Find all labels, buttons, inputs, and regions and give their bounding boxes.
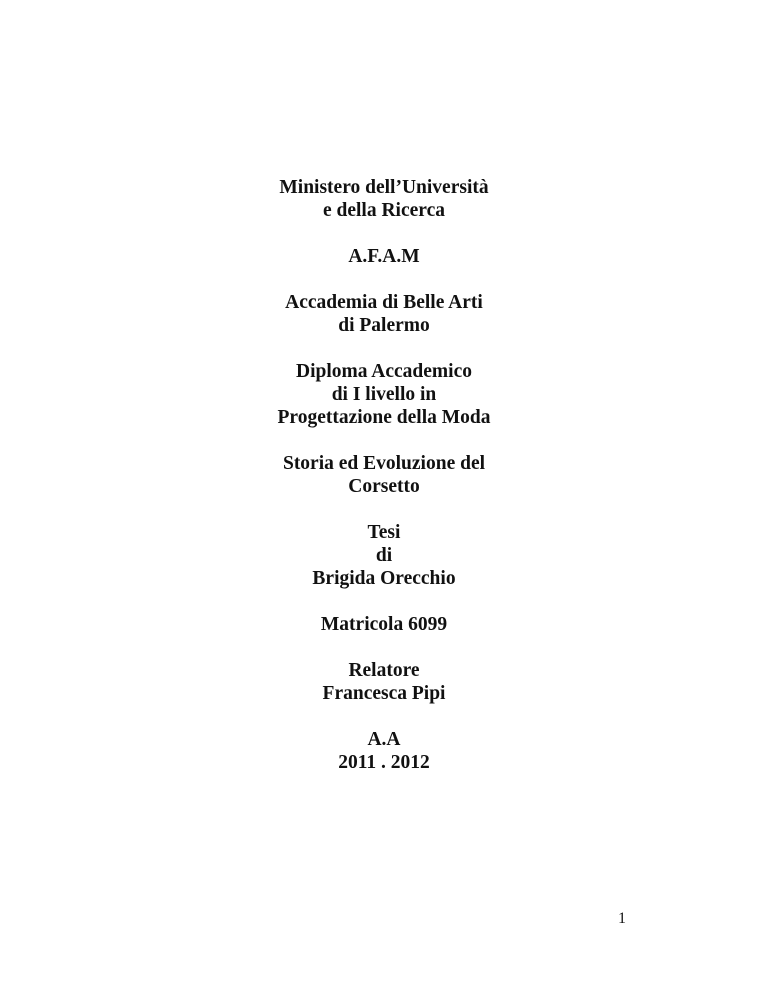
diploma-line-2: di I livello in	[331, 384, 437, 405]
author-name: Brigida Orecchio	[312, 568, 456, 589]
ministry-line-2: e della Ricerca	[322, 200, 445, 221]
thesis-title	[0, 452, 768, 498]
diploma-heading	[0, 360, 768, 429]
supervisor-name: Francesca Pipi	[322, 683, 446, 704]
page-number: 1	[618, 910, 626, 927]
academy-line-2: di Palermo	[338, 315, 430, 336]
afam-heading	[0, 245, 768, 268]
academy-line-1: Accademia di Belle Arti	[285, 292, 483, 313]
diploma-line-3: Progettazione della Moda	[277, 407, 491, 428]
author-line-1: Tesi	[367, 522, 401, 543]
thesis-title-line-2: Corsetto	[348, 476, 420, 497]
title-page-block	[0, 176, 768, 797]
diploma-line-1: Diploma Accademico	[295, 361, 472, 382]
ministry-line-1: Ministero dell’Università	[279, 177, 489, 198]
ministry-heading	[0, 176, 768, 222]
academic-year-value: 2011 . 2012	[338, 752, 430, 773]
author-line-2: di	[375, 545, 393, 566]
afam-line: A.F.A.M	[348, 246, 420, 267]
supervisor-block	[0, 659, 768, 705]
academic-year-block	[0, 728, 768, 774]
thesis-title-line-1: Storia ed Evoluzione del	[282, 453, 486, 474]
academic-year-label: A.A	[367, 729, 401, 750]
academy-heading	[0, 291, 768, 337]
supervisor-label: Relatore	[348, 660, 420, 681]
matricola-block	[0, 613, 768, 636]
matricola-line: Matricola 6099	[320, 614, 448, 635]
author-block	[0, 521, 768, 590]
